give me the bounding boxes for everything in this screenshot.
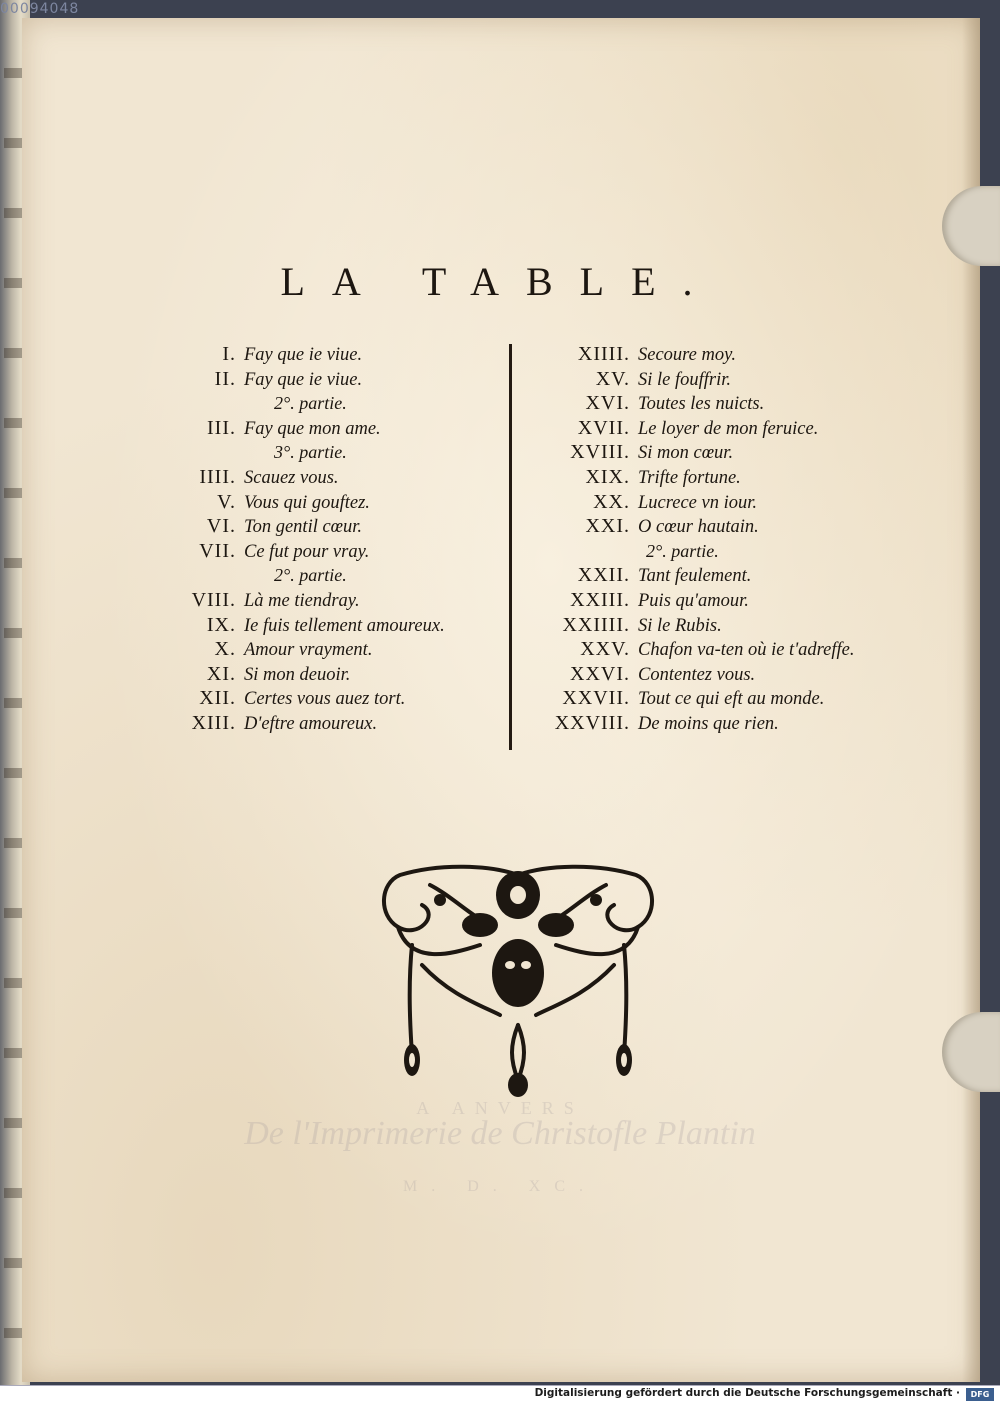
entry-number: XXVI.	[570, 662, 630, 685]
entry-number: XXIII.	[570, 588, 630, 611]
table-entry	[150, 637, 508, 662]
bleed-through-line-2: De l'Imprimerie de Christofle Plantin	[244, 1115, 756, 1152]
table-entry	[150, 440, 508, 465]
entry-number: XXIIII.	[562, 613, 630, 636]
table-entry	[510, 662, 910, 687]
table-entry	[510, 416, 910, 441]
entry-title: Tout ce qui eft au monde.	[638, 689, 825, 710]
entry-title: O cœur hautain.	[638, 517, 759, 538]
entry-number: I.	[222, 343, 236, 365]
bleed-through-line-3: M. D. XC.	[402, 1178, 597, 1195]
entry-number: XX.	[593, 490, 630, 513]
table-entry	[510, 563, 910, 588]
entry-number: XIIII.	[577, 343, 630, 365]
table-entry	[150, 416, 508, 441]
entry-number: XXVIII.	[554, 711, 630, 734]
table-entry	[510, 465, 910, 490]
table-entry	[150, 490, 508, 515]
entry-title: De moins que rien.	[638, 713, 779, 734]
entry-title: Secoure moy.	[638, 345, 736, 365]
table-entry	[510, 613, 910, 638]
table-entry	[150, 514, 508, 539]
entry-number: III.	[207, 416, 236, 439]
entry-number: XXII.	[577, 564, 630, 587]
entry-title: Ton gentil cœur.	[244, 517, 363, 538]
entry-title: Certes vous auez tort.	[244, 689, 406, 710]
entry-title: Puis qu'amour.	[638, 590, 749, 611]
entry-title: Le loyer de mon feruice.	[638, 418, 819, 439]
entry-part: 2°. partie.	[274, 565, 347, 586]
table-entry	[510, 539, 910, 564]
entry-title: Vous qui gouftez.	[244, 492, 370, 513]
table-entry	[510, 440, 910, 465]
table-entry	[510, 367, 910, 392]
entry-title: Tant feulement.	[638, 566, 752, 587]
entry-number: XXI.	[585, 515, 630, 538]
entry-number: XIII.	[191, 711, 236, 734]
table-entry	[510, 342, 910, 367]
table-entry	[150, 588, 508, 613]
table-left-column	[150, 342, 508, 736]
table-entry	[510, 490, 910, 515]
entry-number: XXV.	[580, 638, 630, 661]
entry-title: Fay que ie viue.	[244, 369, 363, 390]
bleed-through-line-1: A ANVERS	[416, 1098, 584, 1118]
entry-title: D'eftre amoureux.	[244, 713, 378, 734]
entry-title: Ie fuis tellement amoureux.	[244, 615, 445, 636]
table-entry	[150, 686, 508, 711]
entry-number: V.	[217, 490, 236, 513]
table-entry	[510, 711, 910, 736]
entry-number: VII.	[199, 539, 236, 562]
table-entry	[150, 465, 508, 490]
entry-title: Si le fouffrir.	[638, 369, 732, 390]
entry-number: XXVII.	[562, 687, 630, 710]
table-entry	[150, 391, 508, 416]
entry-part: 3°. partie.	[274, 442, 347, 463]
entry-title: Si mon cœur.	[638, 443, 734, 464]
entry-number: VIII.	[191, 588, 236, 611]
page-title: LA TABLE.	[280, 259, 720, 304]
entry-title: Fay que mon ame.	[244, 418, 381, 439]
entry-number: XVI.	[585, 392, 630, 415]
entry-part: 2°. partie.	[274, 393, 347, 414]
credit-bar	[0, 1385, 1000, 1404]
table-entry	[510, 686, 910, 711]
entry-number: X.	[214, 638, 236, 661]
entry-title: Toutes les nuicts.	[638, 394, 765, 415]
entry-title: Si mon deuoir.	[244, 664, 351, 685]
entry-title: Si le Rubis.	[638, 615, 722, 636]
catalog-number: 00094048	[0, 1, 80, 17]
clamp-tab-bottom	[942, 1012, 1000, 1092]
table-entry	[150, 342, 508, 367]
table-entry	[510, 514, 910, 539]
entry-number: XIX.	[585, 465, 630, 488]
entry-number: II.	[214, 367, 236, 390]
entry-title: Amour vrayment.	[244, 640, 373, 661]
table-entry	[150, 563, 508, 588]
table-right-column	[510, 342, 910, 736]
clamp-tab-top	[942, 186, 1000, 266]
entry-title: Lucrece vn iour.	[638, 492, 758, 513]
table-entry	[150, 367, 508, 392]
credit-text: Digitalisierung gefördert durch die Deutsche Forschungsgemeinschaft ·	[534, 1387, 960, 1399]
entry-title: Là me tiendray.	[244, 590, 360, 611]
entry-number: IX.	[206, 613, 236, 636]
table-entry	[510, 588, 910, 613]
entry-title: Chafon va-ten où ie t'adreffe.	[638, 640, 855, 661]
table-entry	[510, 391, 910, 416]
entry-part: 2°. partie.	[646, 540, 719, 561]
entry-title: Ce fut pour vray.	[244, 541, 370, 562]
entry-title: Trifte fortune.	[638, 467, 741, 488]
entry-number: XII.	[199, 687, 236, 710]
table-entry	[510, 637, 910, 662]
entry-number: XI.	[206, 662, 236, 685]
entry-title: Fay que ie viue.	[244, 345, 363, 365]
dfg-logo: DFG	[966, 1388, 994, 1401]
printer-ornament-icon	[370, 855, 666, 1101]
entry-number: XVII.	[577, 416, 630, 439]
entry-number: IIII.	[199, 465, 236, 488]
entry-number: XVIII.	[570, 441, 630, 464]
table-entry	[150, 662, 508, 687]
entry-number: XV.	[595, 367, 630, 390]
table-entry	[150, 613, 508, 638]
entry-title: Scauez vous.	[244, 467, 339, 488]
table-entry	[150, 711, 508, 736]
entry-title: Contentez vous.	[638, 664, 756, 685]
entry-number: VI.	[206, 515, 236, 538]
table-entry	[150, 539, 508, 564]
